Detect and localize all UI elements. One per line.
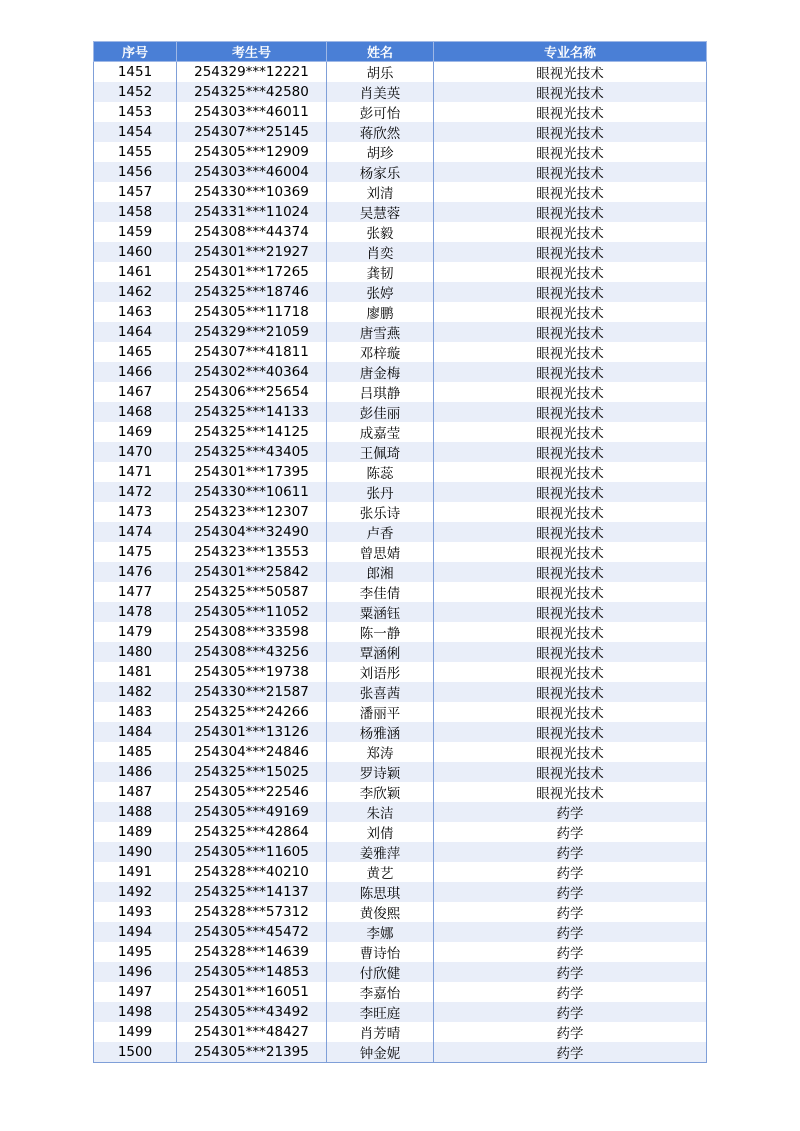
cell-name: 杨雅涵	[327, 722, 434, 742]
cell-major: 药学	[434, 802, 707, 822]
cell-exam-number: 254325***18746	[177, 282, 327, 302]
cell-name: 胡珍	[327, 142, 434, 162]
table-row	[94, 902, 707, 922]
cell-exam-number: 254305***12909	[177, 142, 327, 162]
cell-exam-number: 254330***21587	[177, 682, 327, 702]
table-row	[94, 102, 707, 122]
cell-seq: 1488	[94, 802, 177, 822]
cell-exam-number: 254325***14137	[177, 882, 327, 902]
cell-major: 药学	[434, 982, 707, 1002]
cell-major: 眼视光技术	[434, 542, 707, 562]
table-row	[94, 1022, 707, 1042]
cell-exam-number: 254305***45472	[177, 922, 327, 942]
cell-seq: 1458	[94, 202, 177, 222]
cell-seq: 1491	[94, 862, 177, 882]
cell-seq: 1470	[94, 442, 177, 462]
cell-exam-number: 254305***21395	[177, 1042, 327, 1063]
cell-name: 吴慧蓉	[327, 202, 434, 222]
admission-list	[93, 41, 706, 1063]
cell-major: 眼视光技术	[434, 502, 707, 522]
cell-major: 药学	[434, 1042, 707, 1063]
cell-exam-number: 254301***13126	[177, 722, 327, 742]
cell-name: 刘语彤	[327, 662, 434, 682]
cell-seq: 1478	[94, 602, 177, 622]
table-row	[94, 862, 707, 882]
cell-seq: 1464	[94, 322, 177, 342]
cell-seq: 1452	[94, 82, 177, 102]
cell-exam-number: 254325***24266	[177, 702, 327, 722]
cell-major: 眼视光技术	[434, 482, 707, 502]
cell-exam-number: 254308***43256	[177, 642, 327, 662]
cell-seq: 1494	[94, 922, 177, 942]
table-row	[94, 882, 707, 902]
cell-name: 唐雪燕	[327, 322, 434, 342]
cell-exam-number: 254329***12221	[177, 62, 327, 83]
cell-major: 眼视光技术	[434, 122, 707, 142]
cell-major: 药学	[434, 1022, 707, 1042]
cell-name: 蒋欣然	[327, 122, 434, 142]
table-row	[94, 782, 707, 802]
table-row	[94, 602, 707, 622]
cell-name: 郑涛	[327, 742, 434, 762]
cell-seq: 1492	[94, 882, 177, 902]
cell-seq: 1493	[94, 902, 177, 922]
cell-exam-number: 254301***17265	[177, 262, 327, 282]
cell-name: 刘清	[327, 182, 434, 202]
cell-major: 眼视光技术	[434, 622, 707, 642]
cell-exam-number: 254303***46011	[177, 102, 327, 122]
cell-major: 眼视光技术	[434, 722, 707, 742]
cell-name: 唐金梅	[327, 362, 434, 382]
cell-exam-number: 254308***33598	[177, 622, 327, 642]
table-row	[94, 122, 707, 142]
cell-name: 张乐诗	[327, 502, 434, 522]
table-row	[94, 262, 707, 282]
table-row	[94, 182, 707, 202]
table-header	[94, 42, 707, 62]
cell-seq: 1456	[94, 162, 177, 182]
cell-seq: 1462	[94, 282, 177, 302]
cell-seq: 1475	[94, 542, 177, 562]
cell-major: 眼视光技术	[434, 442, 707, 462]
cell-exam-number: 254301***25842	[177, 562, 327, 582]
cell-major: 眼视光技术	[434, 642, 707, 662]
cell-seq: 1469	[94, 422, 177, 442]
cell-exam-number: 254304***24846	[177, 742, 327, 762]
cell-major: 眼视光技术	[434, 562, 707, 582]
cell-name: 杨家乐	[327, 162, 434, 182]
cell-major: 药学	[434, 942, 707, 962]
table-row	[94, 422, 707, 442]
cell-major: 眼视光技术	[434, 522, 707, 542]
table-row	[94, 482, 707, 502]
cell-exam-number: 254325***42580	[177, 82, 327, 102]
cell-name: 李旺庭	[327, 1002, 434, 1022]
cell-name: 钟金妮	[327, 1042, 434, 1063]
cell-major: 眼视光技术	[434, 462, 707, 482]
cell-seq: 1477	[94, 582, 177, 602]
cell-name: 肖芳晴	[327, 1022, 434, 1042]
table-row	[94, 802, 707, 822]
table-row	[94, 322, 707, 342]
cell-seq: 1467	[94, 382, 177, 402]
cell-exam-number: 254325***43405	[177, 442, 327, 462]
cell-exam-number: 254305***22546	[177, 782, 327, 802]
table-row	[94, 762, 707, 782]
table-row	[94, 842, 707, 862]
cell-exam-number: 254330***10611	[177, 482, 327, 502]
table-row	[94, 82, 707, 102]
student-table	[93, 41, 707, 1063]
cell-exam-number: 254301***17395	[177, 462, 327, 482]
cell-major: 药学	[434, 902, 707, 922]
cell-seq: 1461	[94, 262, 177, 282]
cell-name: 彭可怡	[327, 102, 434, 122]
cell-exam-number: 254307***25145	[177, 122, 327, 142]
cell-name: 黄艺	[327, 862, 434, 882]
cell-name: 邓梓璇	[327, 342, 434, 362]
cell-major: 眼视光技术	[434, 82, 707, 102]
cell-exam-number: 254325***14133	[177, 402, 327, 422]
cell-seq: 1472	[94, 482, 177, 502]
table-row	[94, 462, 707, 482]
cell-seq: 1500	[94, 1042, 177, 1063]
cell-seq: 1487	[94, 782, 177, 802]
cell-seq: 1481	[94, 662, 177, 682]
cell-seq: 1465	[94, 342, 177, 362]
cell-seq: 1468	[94, 402, 177, 422]
cell-name: 李欣颖	[327, 782, 434, 802]
cell-exam-number: 254305***11605	[177, 842, 327, 862]
header-name: 姓名	[327, 42, 434, 62]
cell-seq: 1453	[94, 102, 177, 122]
header-major: 专业名称	[434, 42, 707, 62]
cell-name: 李嘉怡	[327, 982, 434, 1002]
cell-major: 眼视光技术	[434, 62, 707, 83]
cell-name: 卢香	[327, 522, 434, 542]
cell-exam-number: 254305***49169	[177, 802, 327, 822]
table-row	[94, 702, 707, 722]
cell-name: 陈思琪	[327, 882, 434, 902]
cell-exam-number: 254325***50587	[177, 582, 327, 602]
cell-exam-number: 254325***15025	[177, 762, 327, 782]
cell-seq: 1486	[94, 762, 177, 782]
cell-major: 眼视光技术	[434, 602, 707, 622]
table-row	[94, 362, 707, 382]
cell-exam-number: 254331***11024	[177, 202, 327, 222]
cell-name: 龚韧	[327, 262, 434, 282]
table-row	[94, 662, 707, 682]
table-row	[94, 242, 707, 262]
cell-major: 眼视光技术	[434, 322, 707, 342]
cell-seq: 1466	[94, 362, 177, 382]
table-row	[94, 622, 707, 642]
cell-major: 眼视光技术	[434, 242, 707, 262]
cell-seq: 1498	[94, 1002, 177, 1022]
cell-seq: 1490	[94, 842, 177, 862]
cell-seq: 1471	[94, 462, 177, 482]
cell-exam-number: 254305***11052	[177, 602, 327, 622]
cell-major: 眼视光技术	[434, 202, 707, 222]
table-row	[94, 542, 707, 562]
cell-exam-number: 254305***14853	[177, 962, 327, 982]
cell-seq: 1473	[94, 502, 177, 522]
cell-exam-number: 254328***14639	[177, 942, 327, 962]
cell-exam-number: 254302***40364	[177, 362, 327, 382]
cell-major: 眼视光技术	[434, 342, 707, 362]
cell-name: 罗诗颖	[327, 762, 434, 782]
cell-name: 李娜	[327, 922, 434, 942]
cell-exam-number: 254325***14125	[177, 422, 327, 442]
cell-name: 彭佳丽	[327, 402, 434, 422]
cell-seq: 1476	[94, 562, 177, 582]
cell-name: 粟涵钰	[327, 602, 434, 622]
cell-seq: 1460	[94, 242, 177, 262]
cell-seq: 1496	[94, 962, 177, 982]
cell-name: 黄俊熙	[327, 902, 434, 922]
table-row	[94, 642, 707, 662]
table-row	[94, 142, 707, 162]
table-row	[94, 402, 707, 422]
cell-name: 胡乐	[327, 62, 434, 83]
cell-exam-number: 254330***10369	[177, 182, 327, 202]
table-row	[94, 522, 707, 542]
cell-major: 眼视光技术	[434, 162, 707, 182]
cell-exam-number: 254305***11718	[177, 302, 327, 322]
cell-seq: 1474	[94, 522, 177, 542]
table-row	[94, 942, 707, 962]
table-row	[94, 502, 707, 522]
table-body	[94, 62, 707, 1063]
table-row	[94, 722, 707, 742]
cell-seq: 1485	[94, 742, 177, 762]
cell-name: 曹诗怡	[327, 942, 434, 962]
cell-major: 眼视光技术	[434, 102, 707, 122]
cell-name: 张毅	[327, 222, 434, 242]
cell-exam-number: 254301***48427	[177, 1022, 327, 1042]
cell-major: 眼视光技术	[434, 182, 707, 202]
header-row	[94, 42, 707, 62]
cell-seq: 1483	[94, 702, 177, 722]
cell-exam-number: 254323***13553	[177, 542, 327, 562]
table-row	[94, 682, 707, 702]
table-row	[94, 282, 707, 302]
cell-seq: 1495	[94, 942, 177, 962]
table-row	[94, 62, 707, 83]
cell-seq: 1463	[94, 302, 177, 322]
cell-seq: 1454	[94, 122, 177, 142]
cell-exam-number: 254304***32490	[177, 522, 327, 542]
table-row	[94, 442, 707, 462]
cell-seq: 1484	[94, 722, 177, 742]
cell-name: 陈蕊	[327, 462, 434, 482]
cell-major: 药学	[434, 882, 707, 902]
cell-major: 眼视光技术	[434, 782, 707, 802]
cell-seq: 1489	[94, 822, 177, 842]
table-row	[94, 982, 707, 1002]
table-row	[94, 822, 707, 842]
cell-major: 药学	[434, 1002, 707, 1022]
cell-name: 张婷	[327, 282, 434, 302]
cell-major: 药学	[434, 862, 707, 882]
cell-major: 眼视光技术	[434, 262, 707, 282]
cell-major: 眼视光技术	[434, 422, 707, 442]
cell-name: 吕琪静	[327, 382, 434, 402]
cell-seq: 1451	[94, 62, 177, 83]
cell-major: 眼视光技术	[434, 582, 707, 602]
cell-major: 眼视光技术	[434, 382, 707, 402]
header-exam-number: 考生号	[177, 42, 327, 62]
cell-exam-number: 254325***42864	[177, 822, 327, 842]
cell-exam-number: 254306***25654	[177, 382, 327, 402]
table-row	[94, 162, 707, 182]
cell-name: 张丹	[327, 482, 434, 502]
cell-seq: 1499	[94, 1022, 177, 1042]
cell-exam-number: 254301***16051	[177, 982, 327, 1002]
cell-major: 眼视光技术	[434, 762, 707, 782]
cell-exam-number: 254307***41811	[177, 342, 327, 362]
cell-exam-number: 254323***12307	[177, 502, 327, 522]
cell-name: 朱洁	[327, 802, 434, 822]
cell-exam-number: 254301***21927	[177, 242, 327, 262]
cell-major: 眼视光技术	[434, 362, 707, 382]
cell-name: 覃涵俐	[327, 642, 434, 662]
cell-seq: 1497	[94, 982, 177, 1002]
cell-exam-number: 254305***43492	[177, 1002, 327, 1022]
cell-major: 眼视光技术	[434, 302, 707, 322]
cell-exam-number: 254329***21059	[177, 322, 327, 342]
cell-name: 李佳倩	[327, 582, 434, 602]
cell-exam-number: 254328***40210	[177, 862, 327, 882]
cell-name: 郎湘	[327, 562, 434, 582]
cell-name: 曾思婧	[327, 542, 434, 562]
table-row	[94, 962, 707, 982]
cell-name: 肖美英	[327, 82, 434, 102]
cell-exam-number: 254328***57312	[177, 902, 327, 922]
table-row	[94, 922, 707, 942]
cell-name: 廖鹏	[327, 302, 434, 322]
cell-seq: 1457	[94, 182, 177, 202]
cell-major: 眼视光技术	[434, 402, 707, 422]
table-row	[94, 342, 707, 362]
cell-name: 潘丽平	[327, 702, 434, 722]
cell-exam-number: 254305***19738	[177, 662, 327, 682]
table-row	[94, 562, 707, 582]
cell-name: 肖奕	[327, 242, 434, 262]
cell-name: 付欣健	[327, 962, 434, 982]
cell-major: 眼视光技术	[434, 702, 707, 722]
cell-seq: 1480	[94, 642, 177, 662]
table-row	[94, 742, 707, 762]
table-row	[94, 202, 707, 222]
cell-seq: 1455	[94, 142, 177, 162]
table-row	[94, 222, 707, 242]
cell-major: 药学	[434, 922, 707, 942]
cell-seq: 1479	[94, 622, 177, 642]
table-row	[94, 1002, 707, 1022]
cell-exam-number: 254303***46004	[177, 162, 327, 182]
table-row	[94, 302, 707, 322]
cell-major: 眼视光技术	[434, 282, 707, 302]
table-row	[94, 382, 707, 402]
cell-major: 眼视光技术	[434, 662, 707, 682]
cell-name: 成嘉莹	[327, 422, 434, 442]
cell-name: 王佩琦	[327, 442, 434, 462]
cell-seq: 1482	[94, 682, 177, 702]
cell-major: 药学	[434, 962, 707, 982]
cell-name: 张喜茜	[327, 682, 434, 702]
cell-exam-number: 254308***44374	[177, 222, 327, 242]
cell-name: 姜雅萍	[327, 842, 434, 862]
cell-major: 眼视光技术	[434, 742, 707, 762]
cell-major: 药学	[434, 842, 707, 862]
header-seq: 序号	[94, 42, 177, 62]
cell-major: 药学	[434, 822, 707, 842]
cell-name: 陈一静	[327, 622, 434, 642]
cell-major: 眼视光技术	[434, 682, 707, 702]
cell-major: 眼视光技术	[434, 222, 707, 242]
cell-name: 刘倩	[327, 822, 434, 842]
cell-seq: 1459	[94, 222, 177, 242]
cell-major: 眼视光技术	[434, 142, 707, 162]
table-row	[94, 582, 707, 602]
table-row	[94, 1042, 707, 1063]
